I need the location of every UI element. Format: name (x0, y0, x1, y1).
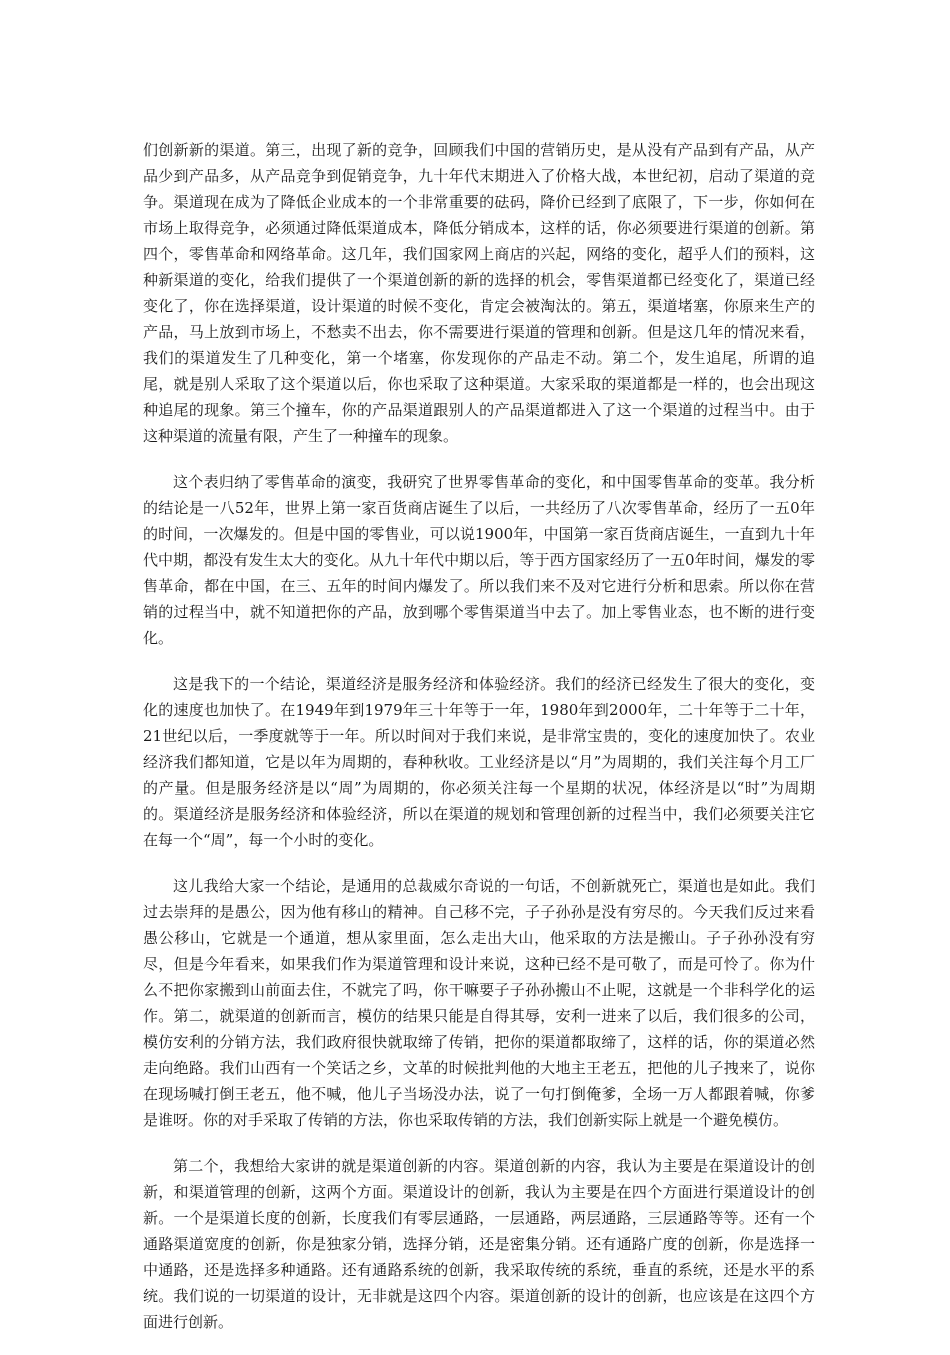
paragraph-retail-revolution: 这个表归纳了零售革命的演变，我研究了世界零售革命的变化，和中国零售革命的变革。我分析的结论是一八52年，世界上第一家百货商店诞生了以后，一共经历了八次零售革命，经历了一五0年的时间，一次爆发的。但是中国的零售业，可以说1900年，中国第一家百货商店诞生，一直到九十年代中期，都没有发生太大的变化。从九十年代中期以后，等于西方国家经历了一五0年时间，爆发的零售革命，都在中国，在三、五年的时间内爆发了。所以我们来不及对它进行分析和思索。所以你在营销的过程当中，就不知道把你的产品，放到哪个零售渠道当中去了。加上零售业态，也不断的进行变化。 (143, 473, 815, 647)
paragraph-innovation-content: 第二个，我想给大家讲的就是渠道创新的内容。渠道创新的内容，我认为主要是在渠道设计的创新，和渠道管理的创新，这两个方面。渠道设计的创新，我认为主要是在四个方面进行渠道设计的创新。一个是渠道长度的创新，长度我们有零层通路，一层通路，两层通路，三层通路等等。还有一个通路渠道宽度的创新，你是独家分销，选择分销，还是密集分销。还有通路广度的创新，你是选择一中通路，还是选择多种通路。还有通路系统的创新，我采取传统的系统，垂直的系统，还是水平的系统。我们说的一切渠道的设计，无非就是这四个内容。渠道创新的设计的创新，也应该是在这四个方面进行创新。 (143, 1157, 815, 1331)
paragraph-innovate-or-die: 这儿我给大家一个结论，是通用的总裁威尔奇说的一句话，不创新就死亡，渠道也是如此。我们过去崇拜的是愚公，因为他有移山的精神。自己移不完，子子孙孙是没有穷尽的。今天我们反过来看愚公移山，它就是一个通道，想从家里面，怎么走出大山，他采取的方法是搬山。子子孙孙没有穷尽，但是今年看来，如果我们作为渠道管理和设计来说，这种已经不是可敬了，而是可怜了。你为什么不把你家搬到山前面去住，不就完了吗，你干嘛要子子孙孙搬山不止呢，这就是一个非科学化的运作。第二，就渠道的创新而言，模仿的结果只能是自得其辱，安利一进来了以后，我们很多的公司，模仿安利的分销方法，我们政府很快就取缔了传销，把你的渠道都取缔了，这样的话，你的渠道必然走向绝路。我们山西有一个笑话之乡，文革的时候批判他的大地主王老五，把他的儿子拽来了，说你在现场喊打倒王老五，他不喊，他儿子当场没办法，说了一句打倒俺爹，全场一万人都跟着喊，你爹是谁呀。你的对手采取了传销的方法，你也采取传销的方法，我们创新实际上就是一个避免模仿。 (143, 877, 815, 1129)
paragraph-service-economy: 这是我下的一个结论，渠道经济是服务经济和体验经济。我们的经济已经发生了很大的变化，变化的速度也加快了。在1949年到1979年三十年等于一年，1980年到2000年，二十年等于二十年，21世纪以后，一季度就等于一年。所以时间对于我们来说，是非常宝贵的，变化的速度加快了。农业经济我们都知道，它是以年为周期的，春种秋收。工业经济是以“月”为周期的，我们关注每个月工厂的产量。但是服务经济是以“周”为周期的，你必须关注每一个星期的状况，体经济是以“时”为周期的。渠道经济是服务经济和体验经济，所以在渠道的规划和管理创新的过程当中，我们必须要关注它在每一个“周”，每一个小时的变化。 (143, 675, 815, 849)
document-body (143, 137, 815, 1355)
paragraph-channel-drivers: 们创新新的渠道。第三，出现了新的竞争，回顾我们中国的营销历史，是从没有产品到有产品，从产品少到产品多，从产品竞争到促销竞争，九十年代末期进入了价格大战，本世纪初，启动了渠道的竞争。渠道现在成为了降低企业成本的一个非常重要的砝码，降价已经到了底限了，下一步，你如何在市场上取得竞争，必须通过降低渠道成本，降低分销成本，这样的话，你必须要进行渠道的创新。第四个，零售革命和网络革命。这几年，我们国家网上商店的兴起，网络的变化，超乎人们的预料，这种新渠道的变化，给我们提供了一个渠道创新的新的选择的机会，零售渠道都已经变化了，渠道已经变化了，你在选择渠道，设计渠道的时候不变化，肯定会被淘汰的。第五，渠道堵塞，你原来生产的产品，马上放到市场上，不愁卖不出去，你不需要进行渠道的管理和创新。但是这几年的情况来看，我们的渠道发生了几种变化，第一个堵塞，你发现你的产品走不动。第二个，发生追尾，所谓的追尾，就是别人采取了这个渠道以后，你也采取了这种渠道。大家采取的渠道都是一样的，也会出现这种追尾的现象。第三个撞车，你的产品渠道跟别人的产品渠道都进入了这一个渠道的过程当中。由于这种渠道的流量有限，产生了一种撞车的现象。 (143, 141, 815, 445)
